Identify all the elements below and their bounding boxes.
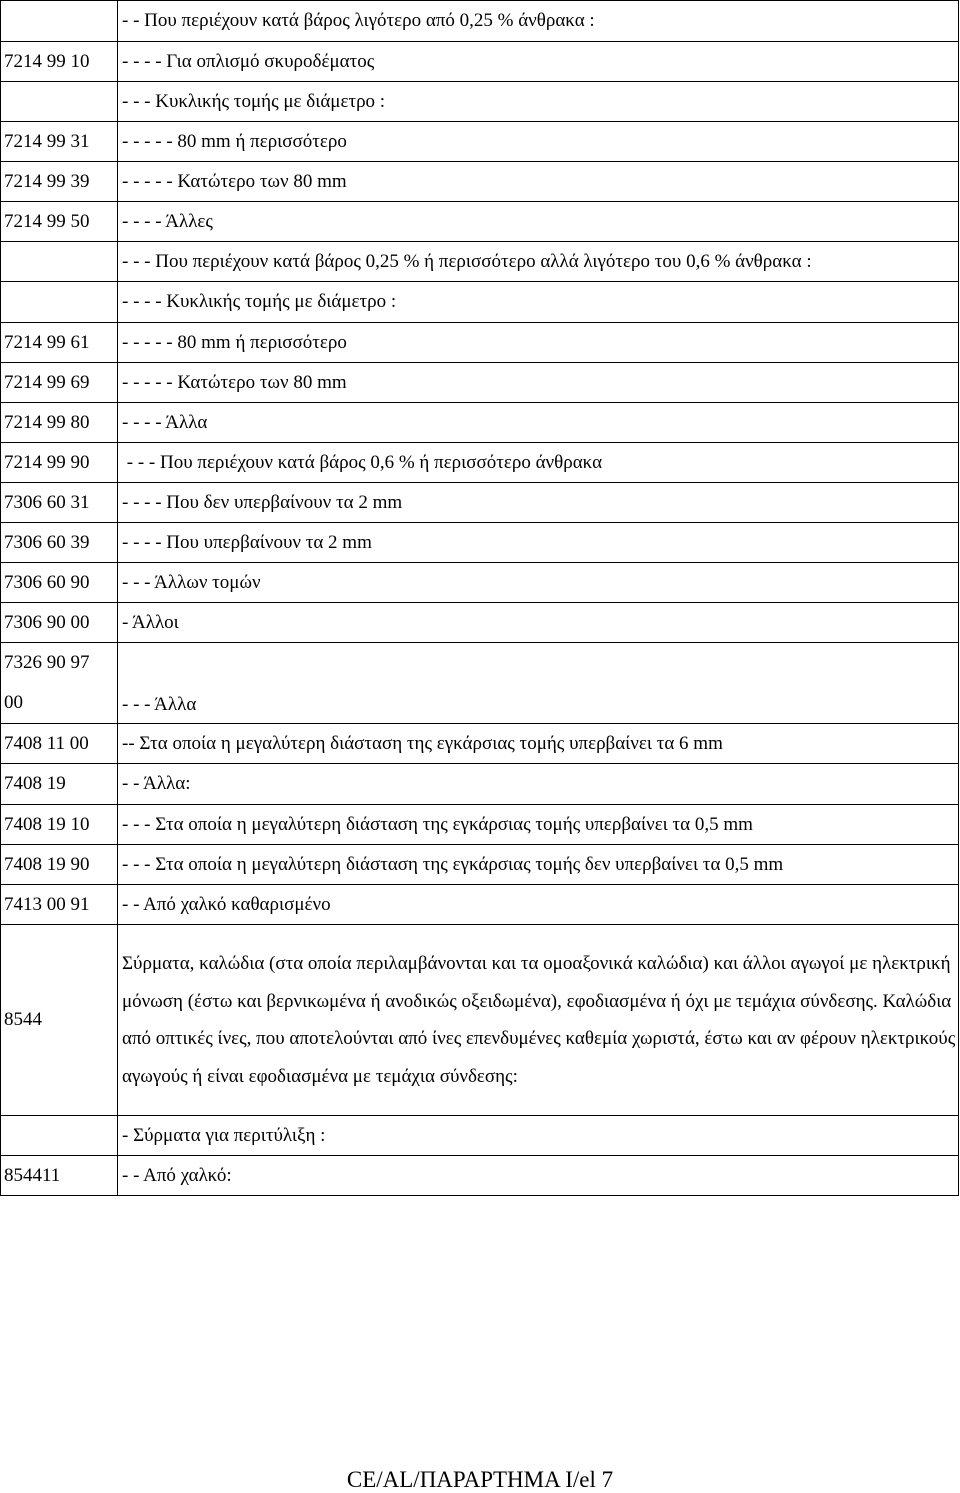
table-row [1, 845, 959, 885]
code-cell: 7214 99 90 [1, 443, 118, 483]
description-cell: - - - Που περιέχουν κατά βάρος 0,25 % ή περισσότερο αλλά λιγότερο του 0,6 % άνθρακα : [118, 242, 959, 282]
table-row [1, 403, 959, 443]
description-cell: Σύρματα, καλώδια (στα οποία περιλαμβάνονται και τα ομοαξονικά καλώδια) και άλλοι αγωγοί με ηλεκτρική μόνωση (έστω και βερνικωμένα ή ανοδικώς οξειδωμένα), εφοδιασμένα ή όχι με τεμάχια σύνδεσης. Καλώδια από οπτικές ίνες, που αποτελούνται από ίνες επενδυμένες καθεμία χωριστά, έστω και αν φέρουν ηλεκτρικούς αγωγούς ή είναι εφοδιασμένα με τεμάχια σύνδεσης: [118, 925, 959, 1116]
code-cell: 7214 99 10 [1, 42, 118, 82]
table-row [1, 603, 959, 643]
table-row [1, 443, 959, 483]
description-cell: - - - - Που δεν υπερβαίνουν τα 2 mm [118, 483, 959, 523]
code-cell: 7214 99 39 [1, 162, 118, 202]
code-cell [1, 1, 118, 42]
code-cell: 7306 60 90 [1, 563, 118, 603]
code-cell: 7214 99 61 [1, 323, 118, 363]
description-cell: - - Που περιέχουν κατά βάρος λιγότερο από 0,25 % άνθρακα : [118, 1, 959, 42]
code-cell: 7306 60 31 [1, 483, 118, 523]
table-row [1, 885, 959, 925]
code-cell: 7214 99 50 [1, 202, 118, 242]
code-cell [1, 242, 118, 282]
table-row [1, 805, 959, 845]
description-cell: - - - - Για οπλισμό σκυροδέματος [118, 42, 959, 82]
table-row [1, 82, 959, 122]
page-footer: CE/AL/ΠΑΡΑΡΤΗΜΑ I/el 7 [346, 1467, 614, 1492]
table-row [1, 563, 959, 603]
code-cell: 7306 60 39 [1, 523, 118, 563]
code-cell: 7408 19 90 [1, 845, 118, 885]
description-cell: - - - Που περιέχουν κατά βάρος 0,6 % ή περισσότερο άνθρακα [118, 443, 959, 483]
description-cell: - - - Κυκλικής τομής με διάμετρο : [118, 82, 959, 122]
code-cell: 7408 19 [1, 764, 118, 805]
code-cell [1, 643, 118, 724]
description-cell: - - Από χαλκό: [118, 1156, 959, 1196]
code-cell [1, 282, 118, 323]
code-cell: 7214 99 31 [1, 122, 118, 162]
description-cell: - - - - - 80 mm ή περισσότερο [118, 323, 959, 363]
description-cell: -- Στα οποία η μεγαλύτερη διάσταση της εγκάρσιας τομής υπερβαίνει τα 6 mm [118, 724, 959, 764]
description-cell: - - - Άλλων τομών [118, 563, 959, 603]
table-row [1, 1156, 959, 1196]
table-row [1, 202, 959, 242]
table-row [1, 323, 959, 363]
table-row [1, 1116, 959, 1156]
description-cell: - - - - - Κατώτερο των 80 mm [118, 363, 959, 403]
code-cell: 854411 [1, 1156, 118, 1196]
table-row [1, 122, 959, 162]
code-cell [1, 82, 118, 122]
table-row [1, 724, 959, 764]
code-line: 7326 90 97 [4, 652, 90, 673]
description-cell: - - - Στα οποία η μεγαλύτερη διάσταση της εγκάρσιας τομής υπερβαίνει τα 0,5 mm [118, 805, 959, 845]
description-cell: - - - - Άλλα [118, 403, 959, 443]
table-row [1, 483, 959, 523]
description-cell: - - Από χαλκό καθαρισμένο [118, 885, 959, 925]
description-cell: - - - Στα οποία η μεγαλύτερη διάσταση της εγκάρσιας τομής δεν υπερβαίνει τα 0,5 mm [118, 845, 959, 885]
code-cell: 7306 90 00 [1, 603, 118, 643]
code-cell: 8544 [1, 925, 118, 1116]
description-cell: - - - Άλλα [118, 643, 959, 724]
code-cell: 7408 11 00 [1, 724, 118, 764]
table-row [1, 1, 959, 42]
table-row [1, 282, 959, 323]
description-cell: - - - - Που υπερβαίνουν τα 2 mm [118, 523, 959, 563]
description-cell: - - - - Κυκλικής τομής με διάμετρο : [118, 282, 959, 323]
code-line: 00 [4, 692, 23, 713]
description-cell: - Σύρματα για περιτύλιξη : [118, 1116, 959, 1156]
table-row [1, 162, 959, 202]
description-cell: - - - - Άλλες [118, 202, 959, 242]
table-row [1, 523, 959, 563]
code-cell: 7214 99 69 [1, 363, 118, 403]
description-cell: - - - - - Κατώτερο των 80 mm [118, 162, 959, 202]
table-row [1, 643, 959, 724]
description-cell: - Άλλοι [118, 603, 959, 643]
code-cell [1, 1116, 118, 1156]
code-cell: 7413 00 91 [1, 885, 118, 925]
table-row [1, 242, 959, 282]
table-row [1, 363, 959, 403]
table-row [1, 764, 959, 805]
table-row [1, 42, 959, 82]
table-row [1, 925, 959, 1116]
code-cell: 7408 19 10 [1, 805, 118, 845]
code-cell: 7214 99 80 [1, 403, 118, 443]
description-cell: - - - - - 80 mm ή περισσότερο [118, 122, 959, 162]
description-cell: - - Άλλα: [118, 764, 959, 805]
